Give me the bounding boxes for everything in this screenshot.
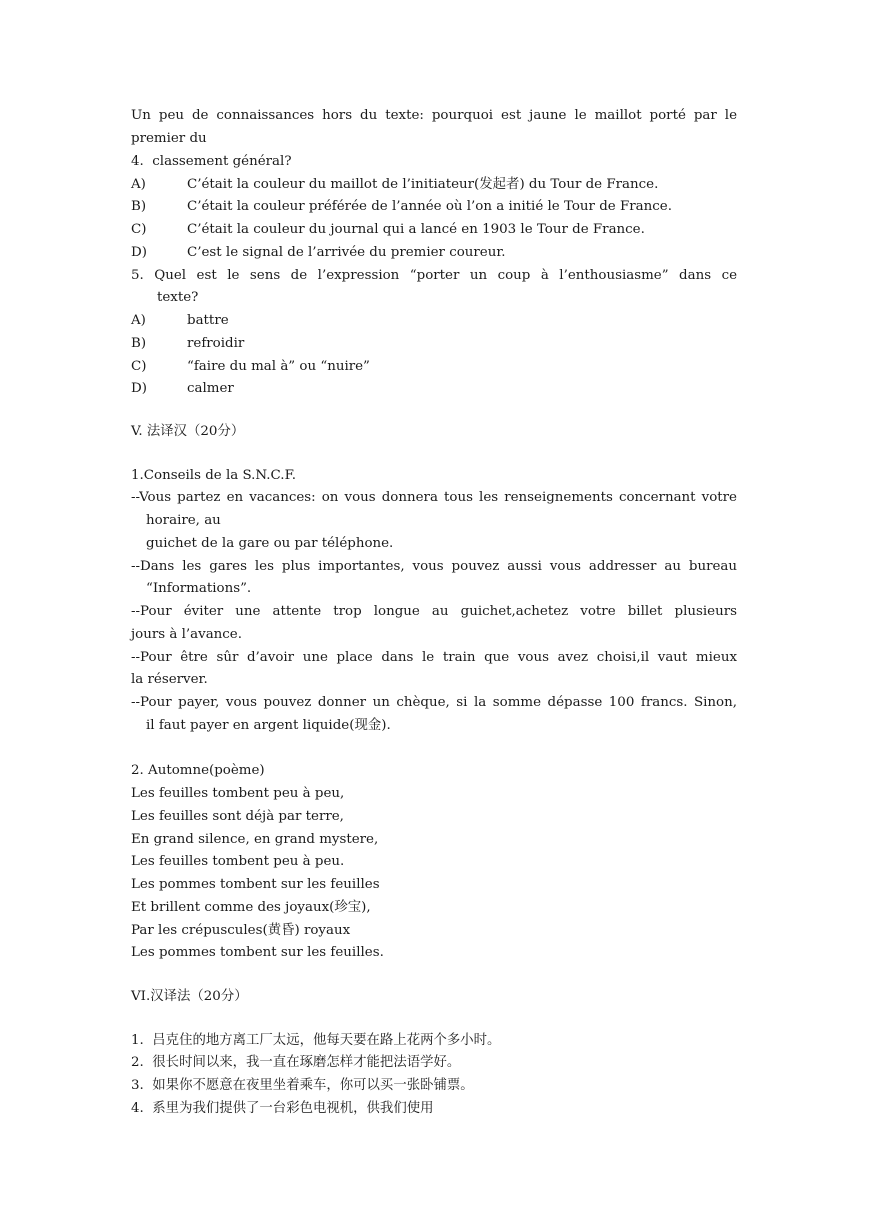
q5-option-b-letter: B) <box>131 336 147 351</box>
text-1-line-7: jours à l’avance. <box>131 627 242 642</box>
translation-item-1: 1. 吕克住的地方离工厂太远，他每天要在路上花两个多小时。 <box>131 1033 501 1048</box>
translation-item-3: 3. 如果你不愿意在夜里坐着乘车，你可以买一张卧铺票。 <box>131 1078 474 1093</box>
poem-line-3: En grand silence, en grand mystere, <box>131 832 379 847</box>
q5-option-d-letter: D) <box>131 381 147 396</box>
intro-line-2: premier du <box>131 131 207 146</box>
section-vi-heading: VI.汉译法（20分） <box>131 989 248 1004</box>
q4-option-d-text: C’est le signal de l’arrivée du premier coureur. <box>187 245 506 260</box>
q4-option-a-text: C’était la couleur du maillot de l’initiateur(发起者) du Tour de France. <box>187 177 659 192</box>
text-1-line-4: --Dans les gares les plus importantes, vous pouvez aussi vous addresser au bureau <box>131 559 737 574</box>
text-1-line-5: “Informations”. <box>146 581 252 596</box>
q4-option-a-letter: A) <box>131 177 146 192</box>
section-v-heading: V. 法译汉（20分） <box>131 424 245 439</box>
text-1-title: 1.Conseils de la S.N.C.F. <box>131 468 297 483</box>
text-1-line-6: --Pour éviter une attente trop longue au guichet,achetez votre billet plusieurs <box>131 604 737 619</box>
text-1-line-11: il faut payer en argent liquide(现金). <box>146 718 391 733</box>
question-4-stem: 4. classement général? <box>131 154 292 169</box>
text-1-line-8: --Pour être sûr d’avoir une place dans le train que vous avez choisi,il vaut mieux <box>131 650 737 665</box>
translation-item-2: 2. 很长时间以来，我一直在琢磨怎样才能把法语学好。 <box>131 1055 461 1070</box>
translation-item-4: 4. 系里为我们提供了一台彩色电视机，供我们使用 <box>131 1101 434 1116</box>
q5-option-c-text: “faire du mal à” ou “nuire” <box>187 359 370 374</box>
poem-line-7: Par les crépuscules(黄昏) royaux <box>131 923 351 938</box>
q5-option-a-text: battre <box>187 313 229 328</box>
q5-option-b-text: refroidir <box>187 336 245 351</box>
text-1-line-2: horaire, au <box>146 513 221 528</box>
intro-line-1: Un peu de connaissances hors du texte: pourquoi est jaune le maillot porté par le <box>131 108 737 123</box>
q5-option-d-text: calmer <box>187 381 234 396</box>
q4-option-b-letter: B) <box>131 199 147 214</box>
text-2-title: 2. Automne(poème) <box>131 763 265 778</box>
text-1-line-3: guichet de la gare ou par téléphone. <box>146 536 394 551</box>
q5-option-c-letter: C) <box>131 359 147 374</box>
text-1-line-9: la réserver. <box>131 672 208 687</box>
poem-line-5: Les pommes tombent sur les feuilles <box>131 877 380 892</box>
question-5-stem-line-2: texte? <box>157 290 199 305</box>
text-1-line-1: --Vous partez en vacances: on vous donnera tous les renseignements concernant votre <box>131 490 737 505</box>
q4-option-c-text: C’était la couleur du journal qui a lancé en 1903 le Tour de France. <box>187 222 645 237</box>
q5-option-a-letter: A) <box>131 313 146 328</box>
question-5-stem-line-1: 5. Quel est le sens de l’expression “porter un coup à l’enthousiasme” dans ce <box>131 268 737 283</box>
q4-option-d-letter: D) <box>131 245 147 260</box>
poem-line-2: Les feuilles sont déjà par terre, <box>131 809 344 824</box>
poem-line-4: Les feuilles tombent peu à peu. <box>131 854 345 869</box>
poem-line-1: Les feuilles tombent peu à peu, <box>131 786 345 801</box>
poem-line-8: Les pommes tombent sur les feuilles. <box>131 945 384 960</box>
q4-option-c-letter: C) <box>131 222 147 237</box>
text-1-line-10: --Pour payer, vous pouvez donner un chèque, si la somme dépasse 100 francs. Sinon, <box>131 695 737 710</box>
poem-line-6: Et brillent comme des joyaux(珍宝), <box>131 900 371 915</box>
q4-option-b-text: C’était la couleur préférée de l’année où l’on a initié le Tour de France. <box>187 199 672 214</box>
